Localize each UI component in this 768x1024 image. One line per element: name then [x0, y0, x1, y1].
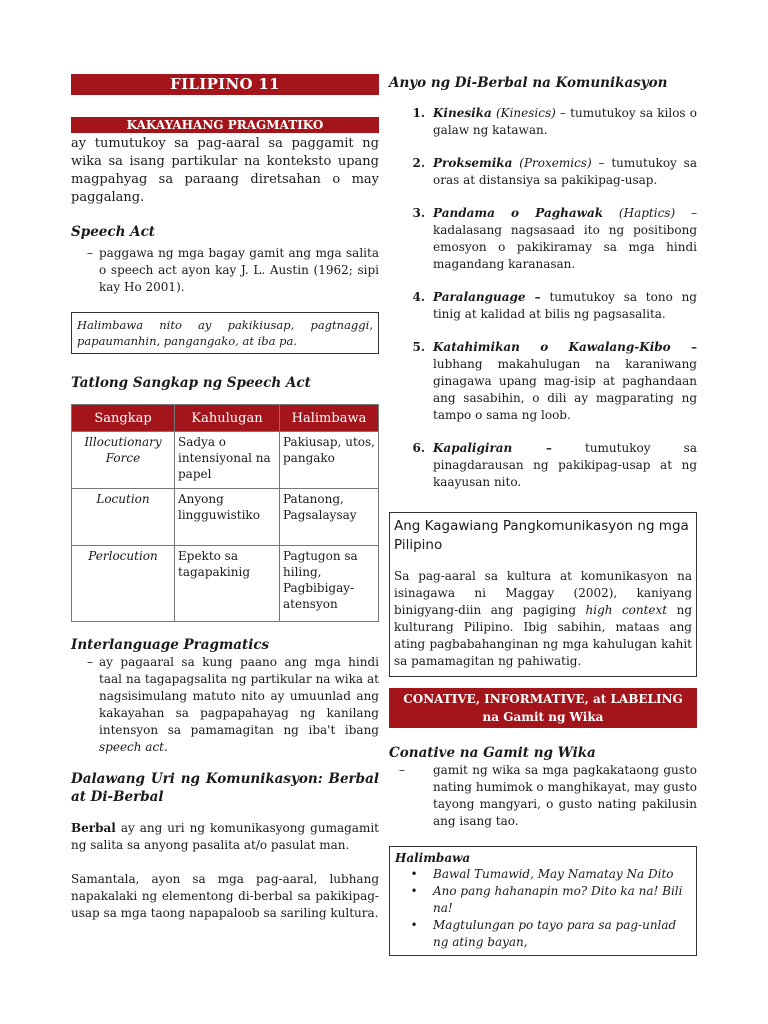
kagawiang-italic: high context	[585, 603, 668, 617]
item-term: Proksemika	[433, 156, 513, 170]
table-row	[72, 489, 379, 546]
conative-heading: Conative na Gamit ng Wika	[389, 745, 596, 761]
right-column	[389, 74, 697, 956]
item-term: Paralanguage –	[433, 290, 541, 304]
interlanguage-definition	[71, 654, 379, 756]
example-note-box: Halimbawa nito ay pakikiusap, pagtnaggi, papaumanhin, pangangako, at iba pa.	[71, 312, 379, 354]
conative-banner: CONATIVE, INFORMATIVE, at LABELING na Gamit ng Wika	[389, 688, 697, 728]
example-text: Magtulungan po tayo para sa pag-unlad ng ating bayan,	[433, 918, 677, 949]
kagawiang-title: Ang Kagawiang Pangkomunikasyon ng mga Pilipino	[394, 518, 689, 553]
bullet-marker: •	[410, 884, 418, 898]
table-cell: Epekto sa tagapakinig	[175, 546, 280, 622]
item-rest: tumutukoy sa tono ng tinig at kalidad at bilis ng pagsasalita.	[433, 290, 697, 321]
table-cell: Perlocution	[72, 546, 175, 622]
table-cell: Anyong lingguwistiko	[175, 489, 280, 546]
dalawang-heading: Dalawang Uri ng Komunikasyon: Berbal at Di-Berbal	[71, 771, 379, 805]
item-rest: – kadalasang nagsasaad ito ng positibong emosyon o pakikiramay sa mga hindi magandang karanasan.	[433, 206, 697, 271]
table-cell: Pagtugon sa hiling, Pagbibigay-atensyon	[280, 546, 379, 622]
example-text: Bawal Tumawid, May Namatay Na Dito	[433, 867, 674, 881]
item-paren: (Proxemics)	[519, 156, 592, 170]
item-term: Kapaligiran –	[433, 441, 552, 455]
table-cell: Locution	[72, 489, 175, 546]
kagawiang-p2: ng kulturang Pilipino. Ibig sabihin, mataas ang ating pagbabahanginan ng mga kahulugan kahit sa pamamagitan ng pahiwatig.	[394, 603, 693, 668]
list-number: 1.	[412, 106, 425, 120]
list-number: 4.	[412, 290, 425, 304]
list-item	[389, 339, 697, 424]
table-cell: Patanong, Pagsalaysay	[280, 489, 379, 546]
list-item-body	[433, 205, 697, 273]
halimbawa-list	[395, 866, 691, 951]
table-header-row	[72, 405, 379, 432]
halimbawa-box	[389, 846, 697, 956]
list-item-body	[433, 155, 697, 189]
dash-marker: –	[87, 655, 93, 669]
item-term: Kinesika	[433, 106, 492, 120]
item-term: Katahimikan o Kawalang-Kibo –	[433, 340, 697, 354]
kagawiang-box	[389, 512, 697, 677]
list-item-body	[433, 339, 697, 424]
item-paren: (Haptics)	[618, 206, 676, 220]
berbal-term: Berbal	[71, 821, 116, 835]
item-rest: lubhang makahulugan na karaniwang ginagawa upang mag-isip at paghandaan ang sasabihin, o dili ay magparating ng tampo o sama ng loob.	[433, 357, 697, 422]
item-term: Pandama o Paghawak	[433, 206, 604, 220]
item-rest: – tumutukoy sa kilos o galaw ng katawan.	[433, 106, 697, 137]
kagawiang-paragraph	[394, 568, 692, 670]
anyo-heading: Anyo ng Di-Berbal na Komunikasyon	[389, 75, 668, 91]
speech-act-text: paggawa ng mga bagay gamit ang mga salita o speech act ayon kay J. L. Austin (1962; sipi kay Ho 2001).	[99, 246, 379, 294]
tatlong-heading: Tatlong Sangkap ng Speech Act	[71, 375, 311, 391]
speech-act-definition	[71, 245, 379, 296]
halimbawa-heading: Halimbawa	[395, 851, 471, 865]
interlanguage-end: .	[164, 740, 168, 754]
samantala-paragraph: Samantala, ayon sa mga pag-aaral, lubhang napakalaki ng elementong di-berbal sa pakikipag-usap sa mga taong napapaloob sa sariling kultura.	[71, 872, 379, 920]
conative-text: gamit ng wika sa mga pagkakataong gusto nating humimok o manghikayat, may gusto tayong mangyari, o gusto nating pakilusin ang isang tao.	[433, 763, 697, 828]
list-item	[395, 866, 691, 883]
item-rest: tumutukoy sa pinagdarausan ng pakikipag-usap at ng kaayusan nito.	[433, 441, 697, 489]
list-item	[389, 289, 697, 323]
berbal-paragraph	[71, 820, 379, 854]
table-header-cell: Kahulugan	[175, 405, 280, 432]
list-item-body	[433, 105, 697, 139]
interlanguage-heading: Interlanguage Pragmatics	[71, 637, 270, 653]
table-cell: Pakiusap, utos, pangako	[280, 432, 379, 489]
dash-marker: –	[399, 763, 405, 777]
table-header-cell: Halimbawa	[280, 405, 379, 432]
item-paren: (Kinesics)	[495, 106, 556, 120]
list-item-body	[433, 440, 697, 491]
interlanguage-text	[99, 654, 379, 756]
list-item	[389, 105, 697, 139]
example-text: Ano pang hahanapin mo? Dito ka na! Bili na!	[433, 884, 683, 915]
section-banner-pragmatiko: KAKAYAHANG PRAGMATIKO	[71, 117, 379, 133]
list-number: 2.	[412, 156, 425, 170]
kagawiang-p1: Sa pag-aaral sa kultura at komunikasyon na isinagawa ni Maggay (2002), kaniyang binigyang-diin ang pagiging	[394, 569, 692, 617]
list-number: 6.	[412, 441, 425, 455]
conative-definition	[389, 762, 697, 830]
intro-paragraph: ay tumutukoy sa pag-aaral sa paggamit ng wika sa isang partikular na konteksto upang magpahyag sa paraang diretsahan o may paggalang.	[71, 136, 379, 205]
interlanguage-main: ay pagaaral sa kung paano ang mga hindi taal na tagapagsalita ng partikular na wika at nagsisimulang matuto nito ay umuunlad ang kakayahan sa pagpapahayag ng kanilang intensyon sa pamamagitan ng iba't ibang	[99, 655, 379, 737]
table-row	[72, 432, 379, 489]
nonverbal-list	[389, 105, 697, 491]
list-number: 3.	[412, 206, 425, 220]
interlanguage-italic: speech act	[99, 740, 165, 754]
table-header-cell: Sangkap	[72, 405, 175, 432]
dash-marker: –	[87, 246, 93, 260]
bullet-marker: •	[410, 867, 418, 881]
list-item	[395, 883, 691, 917]
bullet-marker: •	[410, 918, 418, 932]
speech-act-heading: Speech Act	[71, 224, 156, 240]
list-item	[389, 205, 697, 273]
item-rest: – tumutukoy sa oras at distansiya sa pakikipag-usap.	[433, 156, 697, 187]
list-item-body	[433, 289, 697, 323]
left-column	[71, 74, 379, 922]
table-row	[72, 546, 379, 622]
speech-act-table	[71, 404, 379, 622]
list-item	[389, 155, 697, 189]
berbal-rest: ay ang uri ng komunikasyong gumagamit ng salita sa anyong pasalita at/o pasulat man.	[71, 821, 379, 852]
list-number: 5.	[412, 340, 425, 354]
page-title: FILIPINO 11	[71, 74, 379, 95]
table-cell: Illocutionary Force	[72, 432, 175, 489]
list-item	[389, 440, 697, 491]
list-item	[395, 917, 691, 951]
table-cell: Sadya o intensiyonal na papel	[175, 432, 280, 489]
